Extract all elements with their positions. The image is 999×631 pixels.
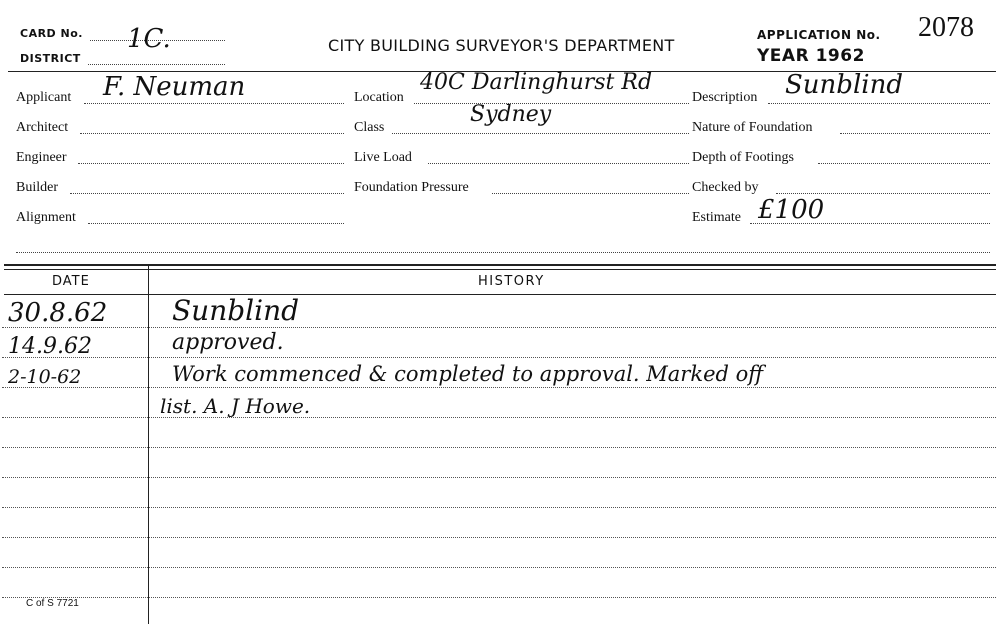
application-no-value: 2078 xyxy=(918,12,974,43)
description-label: Description xyxy=(692,90,758,105)
architect-label: Architect xyxy=(16,120,69,135)
checked-by-line xyxy=(776,193,990,194)
live-load-line xyxy=(428,163,689,164)
location-line xyxy=(414,103,689,104)
history-date-2: 14.9.62 xyxy=(8,334,92,359)
history-date-1: 30.8.62 xyxy=(8,298,108,328)
year-label: YEAR 1962 xyxy=(757,46,865,66)
history-text-1: Sunblind xyxy=(172,294,300,327)
estimate-label: Estimate xyxy=(692,210,741,225)
history-top-rule xyxy=(4,264,996,266)
depth-footings-label: Depth of Footings xyxy=(692,150,794,165)
checked-by-label: Checked by xyxy=(692,180,759,195)
builder-line xyxy=(70,193,344,194)
history-text-3: Work commenced & completed to approval. Marked off xyxy=(172,362,764,386)
history-rule xyxy=(2,507,996,508)
history-column-divider xyxy=(148,264,149,624)
architect-line xyxy=(80,133,344,134)
history-rule xyxy=(2,567,996,568)
location-value: 40C Darlinghurst Rd xyxy=(420,70,653,95)
history-top-rule-2 xyxy=(4,269,996,270)
card-no-label: CARD No. xyxy=(20,27,83,40)
form-code: C of S 7721 xyxy=(26,598,79,609)
nature-foundation-line xyxy=(840,133,990,134)
history-rule xyxy=(2,477,996,478)
history-rule xyxy=(2,417,996,418)
district-label: DISTRICT xyxy=(20,52,81,65)
alignment-line xyxy=(88,223,344,224)
applicant-line xyxy=(84,103,344,104)
district-value: 1C. xyxy=(127,24,171,54)
history-header-divider xyxy=(4,294,996,295)
history-rule xyxy=(2,327,996,328)
estimate-value: £100 xyxy=(758,195,825,225)
alignment-label: Alignment xyxy=(16,210,76,225)
location-label: Location xyxy=(354,90,404,105)
class-line xyxy=(392,133,689,134)
history-rule xyxy=(2,597,996,598)
history-column-header: HISTORY xyxy=(478,274,545,289)
live-load-label: Live Load xyxy=(354,150,412,165)
history-rule xyxy=(2,387,996,388)
engineer-line xyxy=(78,163,344,164)
department-title: CITY BUILDING SURVEYOR'S DEPARTMENT xyxy=(328,36,675,55)
history-text-4: list. A. J Howe. xyxy=(160,394,311,418)
district-line xyxy=(88,64,225,65)
application-no-label: APPLICATION No. xyxy=(757,28,881,42)
date-column-header: DATE xyxy=(52,274,90,289)
location-value-2: Sydney xyxy=(470,102,552,127)
history-date-3: 2-10-62 xyxy=(8,366,82,388)
history-rule xyxy=(2,537,996,538)
applicant-label: Applicant xyxy=(16,90,72,105)
history-rule xyxy=(2,447,996,448)
engineer-label: Engineer xyxy=(16,150,67,165)
description-line xyxy=(768,103,990,104)
applicant-value: F. Neuman xyxy=(103,72,246,102)
builder-label: Builder xyxy=(16,180,58,195)
nature-foundation-label: Nature of Foundation xyxy=(692,120,813,135)
history-rule xyxy=(2,357,996,358)
class-label: Class xyxy=(354,120,385,135)
foundation-pressure-label: Foundation Pressure xyxy=(354,180,469,195)
depth-footings-line xyxy=(818,163,990,164)
history-text-2: approved. xyxy=(172,330,284,355)
foundation-pressure-line xyxy=(492,193,689,194)
description-value: Sunblind xyxy=(785,70,903,100)
blank-field-line xyxy=(16,252,990,253)
